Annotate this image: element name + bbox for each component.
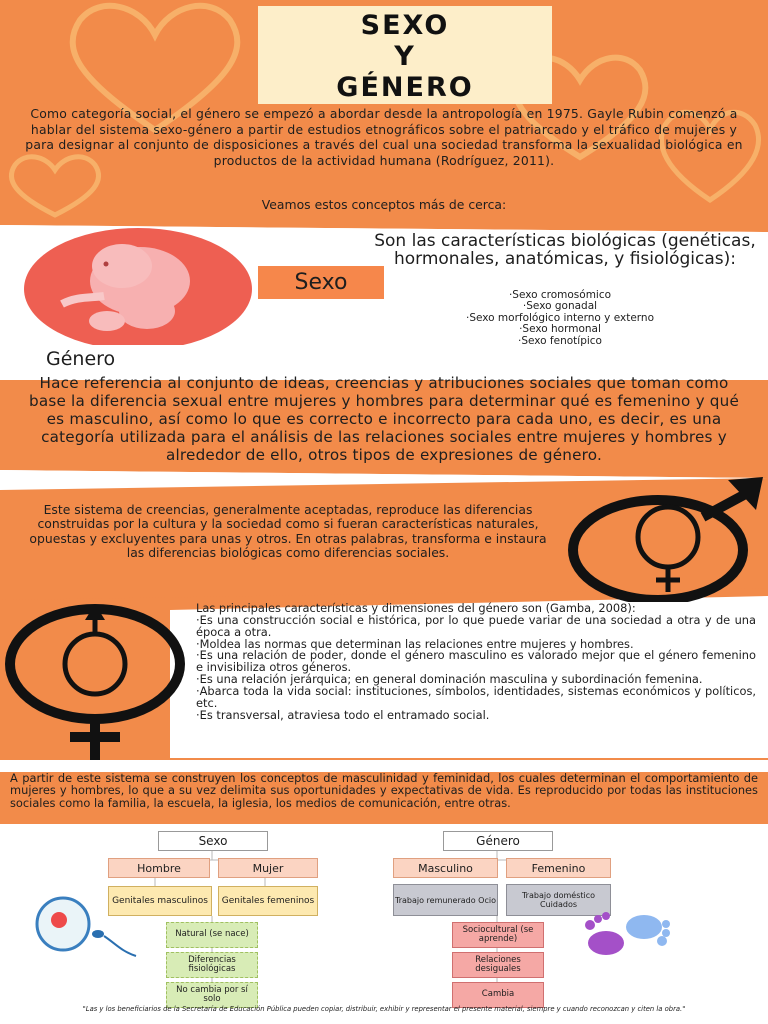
footnote: "Las y los beneficiarios de la Secretaría de Educación Pública pueden copiar, distribuir, exhibir y representar el presente material, siempre y cuando reconozcan y citen la obra."	[82, 1005, 686, 1013]
caracteristicas-list	[196, 603, 756, 721]
list-item: Las principales características y dimensiones del género son (Gamba, 2008):	[196, 601, 636, 615]
sexo-list	[405, 290, 715, 347]
diagram-cambia: Cambia	[452, 982, 544, 1008]
diagram-trabajo-remunerado: Trabajo remunerado Ocio	[393, 884, 498, 916]
genero-definition: Hace referencia al conjunto de ideas, creencias y atribuciones sociales que toman como base la diferencia sexual entre mujeres y hombres para determinar qué es femenino y qué es masculino, así como lo que es correcto e incorrecto para cada uno, es decir, es una categoría utilizada para el análisis de las relaciones sociales entre mujeres y hombres y alrededor de ello, otros tipos de expresiones de género.	[29, 374, 739, 464]
title-box	[258, 6, 552, 104]
list-item: ·Sexo morfológico interno y externo	[465, 311, 654, 324]
list-item: ·Es transversal, atraviesa todo el entramado social.	[196, 707, 490, 722]
list-item: ·Abarca toda la vida social: instituciones, símbolos, identidades, sistemas económicos y políticos, etc.	[196, 683, 756, 710]
list-item: ·Sexo fenotípico	[518, 334, 602, 347]
gender-symbol-icon	[0, 602, 190, 762]
diagram-genero-header: Género	[443, 831, 553, 851]
sexo-definition: Son las características biológicas (genéticas, hormonales, anatómicas, y fisiológicas):	[374, 231, 756, 269]
list-item: ·Sexo hormonal	[519, 323, 601, 336]
diagram-sociocultural: Sociocultural (se aprende)	[452, 922, 544, 948]
list-item: ·Es una construcción social e histórica, por lo que puede variar de una sociedad a otra y de una época a otra.	[196, 612, 756, 639]
sexo-label: Sexo	[258, 266, 384, 299]
diagram-relaciones: Relaciones desiguales	[452, 952, 544, 978]
genero-label: Género	[40, 345, 260, 374]
lead-text: Veamos estos conceptos más de cerca:	[261, 197, 507, 212]
footprints-illustration	[578, 905, 678, 975]
diagram-diferencias: Diferencias fisiológicas	[166, 952, 258, 978]
diagram-no-cambia: No cambia por sí solo	[166, 982, 258, 1008]
intro-paragraph: Como categoría social, el género se empezó a abordar desde la antropología en 1975. Gayle Rubin comenzó a hablar del sistema sexo-género a partir de estudios etnográficos sobre el patriarcado y el tráfico de mujeres y para designar al conjunto de disposiciones a través del cual una sociedad transforma la sexualidad biológica en productos de la actividad humana (Rodríguez, 2011).	[25, 106, 743, 168]
diagram-masculino: Masculino	[393, 858, 498, 878]
list-item: ·Sexo gonadal	[522, 300, 598, 313]
diagram-trabajo-domestico: Trabajo doméstico Cuidados	[506, 884, 611, 916]
title-line-2: Y	[394, 41, 416, 72]
diagram-genitales-femeninos: Genitales femeninos	[218, 886, 318, 916]
sistema-paragraph: Este sistema de creencias, generalmente aceptadas, reproduce las diferencias construidas por la cultura y la sociedad como si fueran características naturales, opuestas y excluyentes para unas y otros. En otras palabras, transforma e instaura las diferencias biológicas como diferencias sociales.	[29, 502, 547, 560]
fetus-illustration	[22, 226, 254, 352]
conclusion-paragraph: A partir de este sistema se construyen los conceptos de masculinidad y feminidad, los cuales determinan el comportamiento de mujeres y hombres, lo que a su vez delimita sus oportunidades y expectativas de vida. Es reproducido por todas las instituciones sociales como la familia, la escuela, la iglesia, los medios de comunicación, entre otras.	[10, 771, 758, 810]
gender-symbol-icon	[568, 472, 768, 602]
diagram-natural: Natural (se nace)	[166, 922, 258, 948]
diagram-sexo-header: Sexo	[158, 831, 268, 851]
list-item: ·Sexo cromosómico	[508, 289, 612, 301]
list-item: ·Es una relación jerárquica; en general dominación masculina y subordinación femenina.	[196, 672, 703, 687]
title-line-1: SEXO	[360, 10, 450, 41]
diagram-hombre: Hombre	[108, 858, 210, 878]
title-line-3: GÉNERO	[336, 72, 474, 103]
egg-sperm-illustration	[26, 896, 156, 966]
list-item: ·Moldea las normas que determinan las relaciones entre mujeres y hombres.	[196, 636, 634, 651]
diagram-femenino: Femenino	[506, 858, 611, 878]
diagram-genitales-masculinos: Genitales masculinos	[108, 886, 212, 916]
diagram-mujer: Mujer	[218, 858, 318, 878]
list-item: ·Es una relación de poder, donde el género masculino es valorado mejor que el género femenino e invisibiliza otros géneros.	[196, 648, 756, 675]
